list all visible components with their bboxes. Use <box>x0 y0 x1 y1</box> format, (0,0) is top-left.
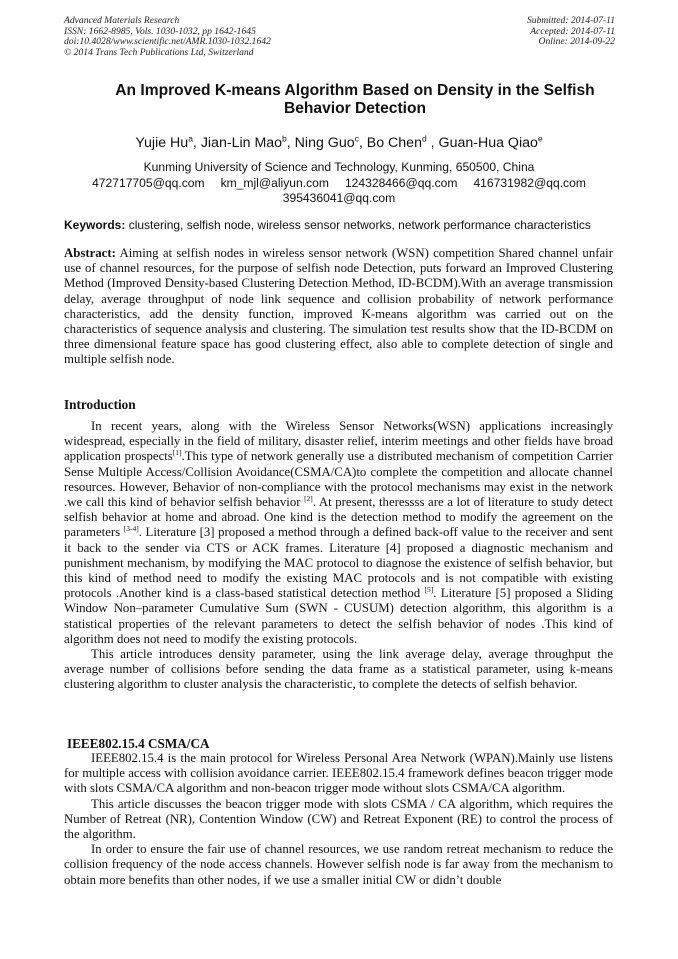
author-list <box>64 133 614 151</box>
author: Ning Guo$^c$, <box>294 133 367 151</box>
author: Jian-Lin Mao$^b$, <box>200 133 295 151</box>
citation: [2] <box>304 494 313 504</box>
citation: [5] <box>424 585 434 595</box>
author: Guan-Hua Qiao$^e$ <box>438 133 543 151</box>
email: 124328466@qq.com <box>344 175 458 190</box>
online-date: Online: 2014-09-22 <box>538 36 615 48</box>
issn-line: ISSN: 1662-8985, Vols. 1030-1032, pp 1642-1645 <box>64 25 256 37</box>
keywords-label: Keywords: <box>64 218 126 232</box>
citation: [1] <box>172 448 182 458</box>
affiliation-block <box>64 160 614 207</box>
section-heading-ieee: IEEE802.15.4 CSMA/CA <box>67 736 210 751</box>
section-heading-introduction: Introduction <box>64 397 136 412</box>
journal-info <box>64 16 271 58</box>
paragraph: In recent years, along with the Wireless Sensor Networks(WSN) applications increasingly widespread, especially in the field of military, disaster relief, interim meetings and other fields have broad application prospects[1].This type of network generally use a distributed mechanism of competition Carrier Sense Multiple Access/Collision Avoidance(CSMA/CA)to complete the competition and allocate channel resources. However, Behavior of non-compliance with the protocol mechanisms may exist in the network .we call this kind of behavior selfish behavior [2]. At present, theressss are a lot of literature to study detect selfish behavior at home and abroad. One kind is the detection method to modify the agreement on the parameters [3-4]. Literature [3] proposed a method through a defined back-off value to the receiver and sent it back to the sender via CTS or ACK frames. Literature [4] proposed a diagnostic mechanism and punishment mechanism, by modifying the MAC protocol to diagnose the existence of selfish behavior, but this kind of method need to modify the existing MAC protocols and is not compatible with existing protocols .Another kind is a class-based statistical detection method [5]. Literature [5] proposed a Sliding Window Non–parameter Cumulative Sum (SWN - CUSUM) detection algorithm, this algorithm is a statistical properties of the relevant parameters to detect the selfish behavior of nodes .This kind of algorithm does not need to modify the existing protocols. <box>64 419 613 646</box>
author: Yujie Hu$^a$, <box>135 133 201 151</box>
citation: [3-4] <box>123 524 139 534</box>
email: 472717705@qq.com <box>92 175 205 190</box>
ieee-body <box>64 751 613 888</box>
doi-line: doi:10.4028/www.scientific.net/AMR.1030-1032.1642 <box>64 36 271 48</box>
paragraph: IEEE802.15.4 is the main protocol for Wireless Personal Area Network (WPAN).Mainly use listens for multiple access with collision avoidance carrier. IEEE802.15.4 framework defines beacon trigger mode with slots CSMA/CA algorithm and non-beacon trigger mode without slots CSMA/CA algorithm. <box>64 751 613 796</box>
abstract <box>64 246 613 368</box>
dates-info <box>527 16 615 48</box>
email: 395436041@qq.com <box>282 191 396 205</box>
keywords-text: clustering, selfish node, wireless sensor networks, network performance characteristics <box>125 218 591 232</box>
affiliation: Kunming University of Science and Technology, Kunming, 650500, China <box>143 160 535 174</box>
email: 416731982@qq.com <box>473 175 586 190</box>
paragraph: In order to ensure the fair use of channel resources, we use random retreat mechanism to reduce the collision frequency of the node access channels. However selfish node is far away from the mechanism to obtain more benefits than other nodes, if we use a smaller initial CW or didn’t double <box>64 842 613 887</box>
introduction-body <box>64 419 613 693</box>
journal-name: Advanced Materials Research <box>64 15 180 26</box>
copyright-line: © 2014 Trans Tech Publications Ltd, Switzerland <box>64 46 254 58</box>
paragraph: This article discusses the beacon trigger mode with slots CSMA / CA algorithm, which requires the Number of Retreat (NR), Contention Window (CW) and Retreat Exponent (RE) to control the process of the algorithm. <box>64 796 613 842</box>
email: km_mjl@aliyun.com <box>220 175 329 190</box>
submitted-date: Submitted: 2014-07-11 <box>526 15 615 26</box>
email-line <box>64 176 614 192</box>
paper-title: An Improved K-means Algorithm Based on Density in the Selfish Behavior Detection <box>115 82 595 117</box>
accepted-date: Accepted: 2014-07-11 <box>530 25 615 37</box>
abstract-text: Aiming at selfish nodes in wireless sensor network (WSN) competition Shared channel unfair use of channel resources, for the purpose of selfish node Detection, puts forward an Improved Clustering Method (Improved Density-based Clustering Detection Method, ID-BCDM).With an average transmission delay, average throughput of node link sequence and collision probability of network performance characteristics, add the density function, improved K-means algorithm was carried out on the characteristics of sequence analysis and clustering. The simulation test results show that the ID-BCDM on three dimensional feature space has good clustering effect, also able to complete detection of single and multiple selfish node. <box>64 246 613 367</box>
author: Bo Chen$^d$ , <box>366 133 439 151</box>
abstract-label: Abstract: <box>64 246 116 260</box>
paragraph: This article introduces density parameter, using the link average delay, average throughput the average number of collisions before sending the data frame as a statistical parameter, using k-means clustering algorithm to cluster analysis the characteristic, to complete the detects of selfish behavior. <box>64 647 613 692</box>
keywords <box>64 218 616 233</box>
